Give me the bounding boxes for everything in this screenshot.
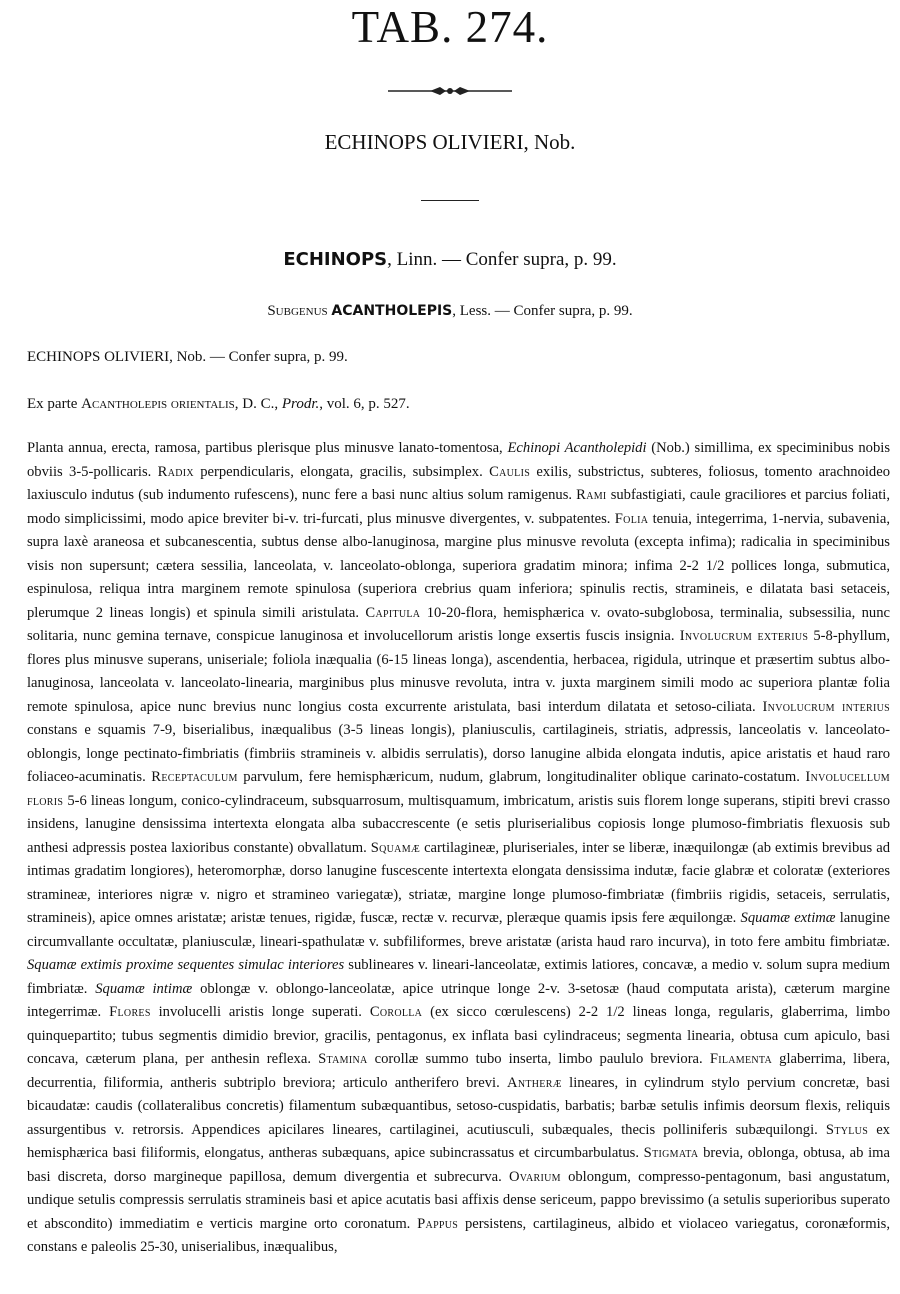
synonym-reference (27, 393, 410, 415)
desc-keyword: Corolla (369, 1004, 423, 1020)
desc-text: Planta annua, erecta, ramosa, partibus plerisque plus minusve lanato-tomentosa, (27, 440, 508, 456)
genus-line (0, 247, 900, 273)
synonym-name: Acantholepis orientalis (81, 396, 235, 412)
desc-text: brevia, oblonga, obtusa, ab ima basi discreta, dorso margineque papillosa, demum divergentia et subrecurva. (27, 1145, 890, 1185)
synonym-authority: , D. C., (234, 396, 282, 412)
title-rule (421, 200, 479, 201)
desc-text: exilis, substrictus, subteres, foliosus, tomento arachnoideo laxiusculo indutus (sub indumento rufescens), nunc fere a basi nunc altius solum ramigenus. (27, 463, 890, 503)
desc-text: tenuia, integerrima, 1-nervia, subavenia, supra laxè araneosa et subcanescentia, subtus dense albo-lanuginosa, margine plus minusve revoluta (excepta infima); radicalia in speciminibus visis non supersunt; cætera sessilia, lanceolata, v. lanceolato-oblonga, superiora gradatim minora; infima 2-2 1/2 pollices longa, submutica, espinulosa, reliqua intra marginem remote spinulosa (superiora crebrius quam inferiora; spinulis rectis, stramineis, e dilatata basi setaceis, plerumque 2 lineas longis) et spinula simili aristulata. (27, 510, 890, 621)
subgenus-line (0, 300, 900, 322)
desc-text: subfastigiati, caule graciliores et parcius foliati, modo simplicissimi, modo apice breviter bi-v. tri-furcati, plus minusve divergentes, v. subpatentes. (27, 487, 890, 527)
desc-keyword: Flores (109, 1004, 151, 1020)
desc-text: perpendicularis, elongata, gracilis, subsimplex. (193, 463, 490, 480)
description-paragraph (27, 437, 890, 1260)
desc-text: oblongum, compresso-pentagonum, basi angustatum, undique setulis compressis serrulatis stramineis basi et apice acutatis basi affixis dense sericeum, pappo brevissimo (a setulis superioribus superato et abscondito) immediatim e verticis margine orto coronatum. (27, 1168, 890, 1232)
desc-italic: Squamæ intimæ (95, 980, 193, 997)
desc-keyword: Radix (157, 463, 194, 480)
desc-text: glaberrima, libera, decurrentia, filiformia, antheris subtriplo breviora; articulo antherifero brevi. (27, 1051, 891, 1091)
desc-text: oblongæ v. oblongo-lanceolatæ, apice utrinque longe 2-v. 3-setosæ (haud computata arista), cæterum margine integerrimæ. (27, 980, 890, 1020)
desc-text: (Nob.) simillima, ex speciminibus nobis obviis 3-5-pollicaris. (27, 440, 890, 480)
desc-text: sublineares v. lineari-lanceolatæ, extimis latiores, concavæ, a medio v. solum supra medium fimbriatæ. (27, 957, 890, 997)
genus-name: ECHINOPS (283, 249, 388, 270)
desc-keyword: Folia (614, 510, 649, 527)
subgenus-prefix: Subgenus (267, 303, 328, 319)
desc-text: parvulum, fere hemisphæricum, nudum, glabrum, longitudinaliter oblique carinato-costatum. (237, 769, 806, 785)
desc-text: involucelli aristis longe superati. (150, 1004, 370, 1020)
desc-keyword: Involucrum interius (762, 698, 890, 715)
desc-text: (ex sicco cœrulescens) 2-2 1/2 lineas longa, regularis, glaberrima, limbo quinquepartito; tubus segmentis dimidio brevior, gracilis, pentagonus, ex inflata basi cylindraceus; segmenta linearia, obtusa cum apiculo, basi concava, cæterum plana, per anthesin reflexa. (27, 1004, 890, 1067)
desc-keyword: Receptaculum (151, 769, 238, 785)
desc-italic: Squamæ extimæ (740, 910, 836, 926)
desc-keyword: Stigmata (643, 1145, 699, 1161)
subgenus-name: ACANTHOLEPIS (331, 303, 453, 319)
desc-text: corollæ summo tubo inserta, limbo paululo breviora. (367, 1051, 710, 1067)
desc-keyword: Filamenta (709, 1051, 773, 1067)
desc-keyword: Squamæ (370, 839, 421, 856)
subgenus-reference: , Less. — Confer supra, p. 99. (452, 303, 633, 319)
desc-keyword: Stylus (825, 1121, 869, 1138)
desc-keyword: Pappus (417, 1215, 459, 1232)
species-reference: ECHINOPS OLIVIERI, Nob. — Confer supra, p. 99. (27, 349, 348, 365)
desc-text: 5-6 lineas longum, conico-cylindraceum, subsquarrosum, multisquamum, imbricatum, aristis suis florem longe superans, stipiti brevi crasso insidens, lanugine densissima intertexta elongata alba subaccrescente (e setis pluriserialibus copiosis longe plumoso-fimbriatis flexuosis sub anthesi adpressis postea laxioribus constante) obvallatum. (27, 792, 890, 856)
desc-text: ex hemisphærica basi filiformis, elongatus, antheras subæquans, apice subincrassatus et circumbarbulatus. (27, 1121, 890, 1161)
desc-keyword: Stamina (318, 1051, 368, 1067)
desc-italic: Squamæ extimis proxime sequentes simulac interiores (27, 957, 345, 973)
desc-text: lanugine circumvallante occultatæ, planiusculæ, lineari-spathulatæ v. subfiliformes, breve aristatæ (arista haud raro incurva), in toto fere ambitu fimbriatæ. (27, 910, 890, 950)
desc-italic: Echinopi Acantholepidi (507, 440, 647, 456)
species-description (27, 437, 890, 1260)
desc-keyword: Involucellum floris (27, 769, 890, 809)
desc-keyword: Antheræ (507, 1074, 562, 1091)
desc-text: constans e squamis 7-9, biserialibus, inæqualibus (3-5 lineas longis), planiusculis, cartilagineis, striatis, adpressis, lanceolatis v. lanceolato-oblongis, longe pectinato-fimbriatis (fimbriis stramineis v. albidis serrulatis), dorso lanugine albida elongata indutis, apice aristatis et haud raro foliaceo-acuminatis. (27, 722, 890, 785)
desc-keyword: Rami (576, 487, 607, 503)
synonym-prefix: Ex parte (27, 396, 78, 412)
plate-number: TAB. 274. (351, 2, 549, 52)
desc-text: 10-20-flora, hemisphærica v. ovato-subglobosa, terminalia, subsessilia, nunc solitaria, nunc gemina ternave, conspicue lanuginosa et involucellorum aristis longe exsertis fuscis insignia. (27, 604, 890, 644)
species-title: ECHINOPS OLIVIERI, Nob. (324, 130, 576, 154)
genus-reference: , Linn. — Confer supra, p. 99. (387, 249, 617, 270)
desc-text: persistens, cartilagineus, albido et violaceo variegatus, coronæformis, constans e paleolis 25-30, uniserialibus, inæqualibus, (27, 1215, 890, 1255)
desc-keyword: Caulis (489, 463, 531, 480)
desc-text: lineares, in cylindrum stylo pervium concretæ, basi bicaudatæ: caudis (collateralibus concretis) filamentum subæquantibus, setoso-cuspidatis, barbatis; barbæ setulis infimis deorsum flexis, reliquis assurgentibus v. retrorsis. Appendices apicilares lineares, cartilaginei, acutiusculi, subæquales, thecis polliniferis subæquilongi. (27, 1074, 890, 1138)
synonym-volume: , vol. 6, p. 527. (319, 396, 410, 412)
desc-keyword: Ovarium (508, 1168, 561, 1185)
desc-text: 5-8-phyllum, flores plus minusve superans, uniseriale; foliola inæqualia (6-15 lineas longa), ascendentia, herbacea, rigidula, utrinque et præsertim subtus albo-lanuginosa, lanceolata v. lanceolato-linearia, marginibus plus minusve revoluta, intra v. juxta marginem simili modo ac superiora plantæ folia remote spinulosa, apice nunc brevius nunc longius costa excurrente aristulata, basi interdum dilatata et setoso-ciliata. (27, 628, 890, 715)
desc-keyword: Involucrum exterius (679, 628, 809, 644)
desc-text: cartilagineæ, pluriseriales, inter se liberæ, inæquilongæ (ab extimis brevibus ad intimas gradatim longiores), heteromorphæ, dorso lanugine fuscescente intertexta elongata densissima indutæ, facie glabræ et coloratæ (exteriores stramineæ, interiores nigræ v. nigro et stramineo variegatæ), striatæ, margine longe plumoso-fimbriatæ (fimbriis rigidis, setaceis, serrulatis, stramineis), apice omnes aristatæ; aristæ tenues, rigidæ, fuscæ, rectæ v. recurvæ, pleræque quamis ipsis fere æquilongæ. (27, 839, 891, 926)
desc-keyword: Capitula (365, 604, 421, 621)
synonym-work: Prodr. (281, 396, 320, 412)
ornament-divider-icon (388, 85, 512, 97)
